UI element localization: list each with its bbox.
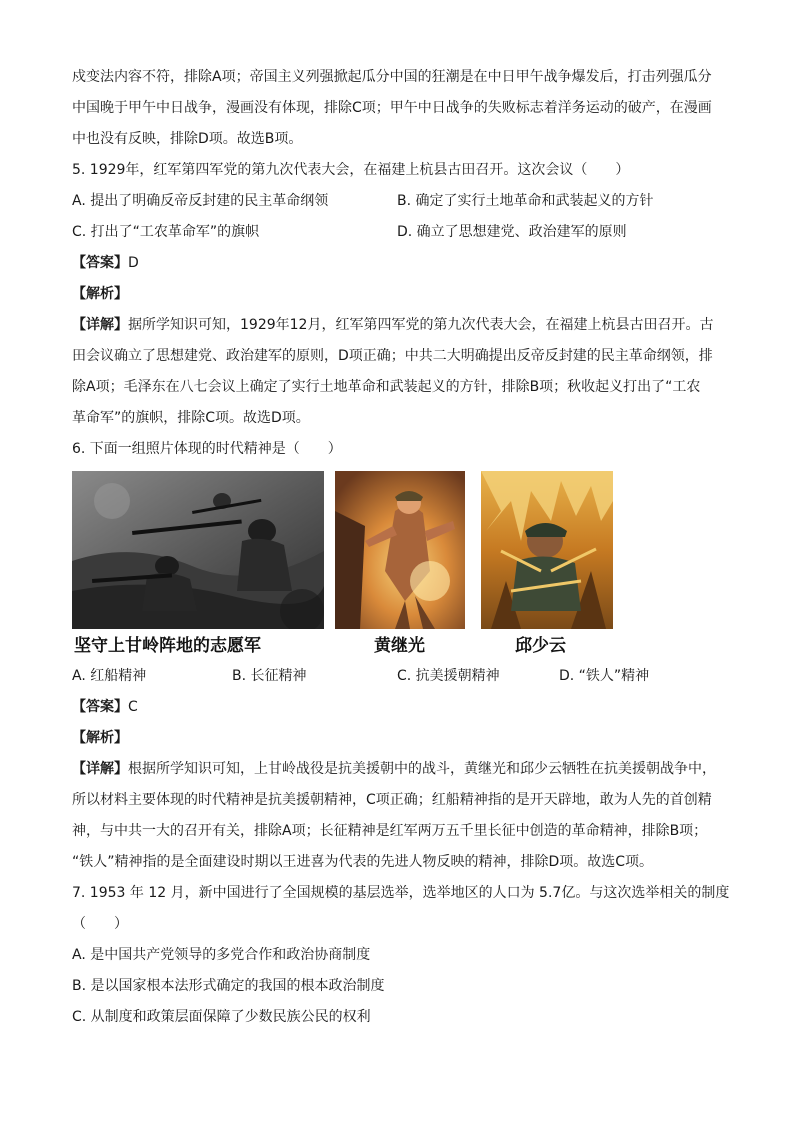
q5-detail-line: 除A项；毛泽东在八七会议上确定了实行土地革命和武装起义的方针，排除B项；秋收起义打出了“工农 xyxy=(72,379,701,395)
q5-detail-line: 【详解】据所学知识可知，1929年12月，红军第四军党的第九次代表大会，在福建上杭县古田召开。古 xyxy=(72,317,714,333)
q6-detail-line: “铁人”精神指的是全面建设时期以王进喜为代表的先进人物反映的精神，排除D项。故选C项。 xyxy=(72,854,654,870)
answer-value: D xyxy=(128,255,139,271)
answer-label: 【答案】 xyxy=(72,699,128,715)
q7-option-c: C. 从制度和政策层面保障了少数民族公民的权利 xyxy=(72,1009,371,1025)
continuation-line: 中国晚于甲午中日战争，漫画没有体现，排除C项；甲午中日战争的失败标志着洋务运动的破产，在漫画 xyxy=(72,100,712,116)
q6-answer xyxy=(72,692,724,723)
q7-option-b: B. 是以国家根本法形式确定的我国的根本政治制度 xyxy=(72,978,385,994)
q7-stem: 7. 1953 年 12 月，新中国进行了全国规模的基层选举，选举地区的人口为 5.7亿。与这次选举相关的制度 xyxy=(72,885,730,901)
q6-photo-group xyxy=(72,471,724,661)
document-page xyxy=(72,62,730,1033)
q5-detail-line: 革命军”的旗帜，排除C项。故选D项。 xyxy=(72,410,310,426)
q6-option-d: D. “铁人”精神 xyxy=(559,668,650,684)
q6-option-a: A. 红船精神 xyxy=(72,668,147,684)
q6-detail-line: 神，与中共一大的召开有关，排除A项；长征精神是红军两万五千里长征中创造的革命精神，排除B项； xyxy=(72,823,708,839)
continuation-line: 戍变法内容不符，排除A项；帝国主义列强掀起瓜分中国的狂潮是在中日甲午战争爆发后，打击列强瓜分 xyxy=(72,69,712,85)
answer-label: 【答案】 xyxy=(72,255,128,271)
q5-analysis-heading xyxy=(72,279,724,310)
huang-jiguang-painting xyxy=(335,471,465,629)
detail-label: 【详解】 xyxy=(72,317,128,333)
q5-answer xyxy=(72,248,724,279)
caption-huang-jiguang: 黄继光 xyxy=(374,636,425,656)
q6-detail-line: 所以材料主要体现的时代精神是抗美援朝精神，C项正确；红船精神指的是开天辟地，敢为人先的首创精 xyxy=(72,792,712,808)
answer-value: C xyxy=(128,699,138,715)
q6-option-c: C. 抗美援朝精神 xyxy=(397,668,500,684)
q6-option-b: B. 长征精神 xyxy=(232,668,307,684)
q5-options-row-2 xyxy=(72,217,724,248)
q7-stem-continued: （ ） xyxy=(72,916,128,932)
volunteers-photo xyxy=(72,471,324,629)
detail-label: 【详解】 xyxy=(72,761,128,777)
q5-stem: 5. 1929年，红军第四军党的第九次代表大会，在福建上杭县古田召开。这次会议（ ） xyxy=(72,162,630,178)
caption-volunteers: 坚守上甘岭阵地的志愿军 xyxy=(74,636,261,656)
qiu-shaoyun-painting xyxy=(481,471,613,629)
continuation-line: 中也没有反映，排除D项。故选B项。 xyxy=(72,131,303,147)
q6-stem: 6. 下面一组照片体现的时代精神是（ ） xyxy=(72,441,342,457)
q5-option-d: D. 确立了思想建党、政治建军的原则 xyxy=(397,224,627,240)
q6-analysis-heading xyxy=(72,723,724,754)
q5-option-b: B. 确定了实行土地革命和武装起义的方针 xyxy=(397,193,654,209)
q5-option-a: A. 提出了明确反帝反封建的民主革命纲领 xyxy=(72,193,329,209)
analysis-label: 【解析】 xyxy=(72,286,128,302)
caption-qiu-shaoyun: 邱少云 xyxy=(515,636,566,656)
q6-options-row xyxy=(72,661,724,692)
q6-detail-line: 【详解】根据所学知识可知，上甘岭战役是抗美援朝中的战斗，黄继光和邱少云牺牲在抗美援朝战争中， xyxy=(72,761,716,777)
q7-option-a: A. 是中国共产党领导的多党合作和政治协商制度 xyxy=(72,947,371,963)
q5-option-c: C. 打出了“工农革命军”的旗帜 xyxy=(72,224,260,240)
q5-options-row-1 xyxy=(72,186,724,217)
q5-detail-line: 田会议确立了思想建党、政治建军的原则，D项正确；中共二大明确提出反帝反封建的民主革命纲领，排 xyxy=(72,348,713,364)
analysis-label: 【解析】 xyxy=(72,730,128,746)
